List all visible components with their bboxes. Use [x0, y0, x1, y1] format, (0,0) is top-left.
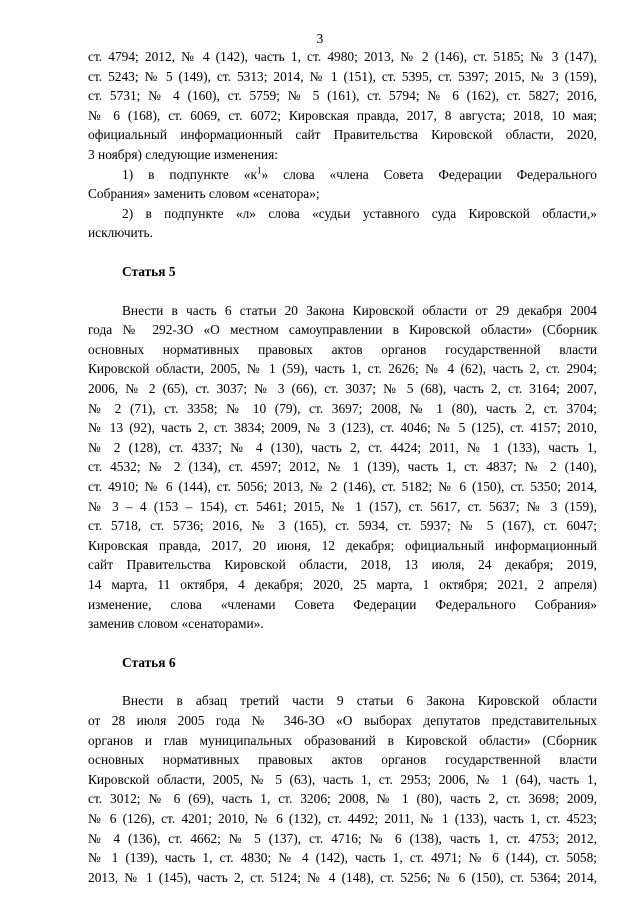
text-line: ст. 4910; № 6 (144), ст. 5056; 2013, № 2 (146), ст. 5182; № 6 (150), ст. 5350; 2014,: [88, 479, 597, 494]
text-line: ст. 5731; № 4 (160), ст. 5759; № 5 (161), ст. 5794; № 6 (162), ст. 5827; 2016,: [88, 88, 597, 104]
text-line: основных нормативных правовых актов органов государственной власти: [88, 341, 597, 357]
text-line: ст. 4532; № 2 (134), ст. 4597; 2012, № 1 (139), часть 1, ст. 4837; № 2 (140),: [88, 459, 597, 475]
text-line: года № 292-ЗО «О местном самоуправлении в Кировской области» (Сборник: [88, 322, 597, 338]
text-line: от 28 июля 2005 года № 346-ЗО «О выборах депутатов представительных: [88, 713, 597, 728]
text-line: официальный информационный сайт Правительства Кировской области, 2020,: [88, 127, 597, 143]
text-line: Кировской области, 2005, № 5 (63), часть 1, ст. 2953; 2006, № 1 (64), часть 1,: [88, 771, 597, 787]
text-line: Внести в часть 6 статьи 20 Закона Кировской области от 29 декабря 2004: [122, 302, 597, 318]
text-line: № 13 (92), часть 2, ст. 3834; 2009, № 3 (123), ст. 4046; № 5 (125), ст. 4157; 2010,: [88, 420, 597, 436]
list-item-2: 2) в подпункте «л» слова «судьи уставного суда Кировской области,»: [122, 205, 597, 221]
text-line: № 6 (126), ст. 4201; 2010, № 6 (132), ст. 4492; 2011, № 1 (133), часть 1, ст. 4523;: [88, 811, 597, 826]
list-item-1: [122, 166, 597, 184]
text-line: Кировская правда, 2017, 20 июня, 12 декабря; официальный информационный: [88, 537, 597, 553]
text-line: Внести в абзац третий части 9 статьи 6 Закона Кировской области: [122, 693, 597, 709]
text-line: 3 ноября) следующие изменения:: [88, 147, 278, 162]
article-6-heading: Статья 6: [122, 654, 176, 670]
text-line: ст. 3012; № 6 (69), часть 1, ст. 3206; 2008, № 1 (80), часть 2, ст. 3698; 2009,: [88, 791, 597, 807]
text-line: № 3 – 4 (153 – 154), ст. 5461; 2015, № 1 (157), ст. 5617, ст. 5637; № 3 (159),: [88, 498, 597, 514]
text-line: ст. 5718, ст. 5736; 2016, № 3 (165), ст. 5934, ст. 5937; № 5 (167), ст. 6047;: [88, 518, 597, 534]
text-line: № 1 (139), часть 1, ст. 4830; № 4 (142), часть 1, ст. 4971; № 6 (144), ст. 5058;: [88, 850, 597, 866]
text-line: Кировской области, 2005, № 1 (59), часть 1, ст. 2626; № 4 (62), часть 2, ст. 2904;: [88, 361, 597, 377]
text-line: исключить.: [88, 225, 153, 241]
text-line: ст. 5243; № 5 (149), ст. 5313; 2014, № 1 (151), ст. 5395, ст. 5397; 2015, № 3 (159),: [88, 68, 597, 84]
text-line: органов и глав муниципальных образований в Кировской области» (Сборник: [88, 732, 597, 748]
item1-prefix: 1) в подпункте «к: [122, 166, 258, 182]
text-line: сайт Правительства Кировской области, 2018, 13 июля, 24 декабря; 2019,: [88, 557, 597, 573]
text-line: Собрания» заменить словом «сенатора»;: [88, 186, 320, 202]
text-line: заменив словом «сенаторами».: [88, 616, 264, 632]
text-line: № 6 (168), ст. 6069, ст. 6072; Кировская правда, 2017, 8 августа; 2018, 10 мая;: [88, 107, 597, 123]
item1-superscript: 1: [257, 165, 262, 176]
text-line: основных нормативных правовых актов органов государственной власти: [88, 752, 597, 768]
item1-rest: » слова «члена Совета Федерации Федерального: [261, 166, 597, 182]
article-5-heading: Статья 5: [122, 264, 176, 279]
page-number: 3: [316, 31, 324, 46]
text-line: изменение, слова «членами Совета Федерации Федерального Собрания»: [88, 596, 597, 612]
text-line: № 2 (71), ст. 3358; № 10 (79), ст. 3697; 2008, № 1 (80), часть 2, ст. 3704;: [88, 400, 597, 416]
text-line: ст. 4794; 2012, № 4 (142), часть 1, ст. 4980; 2013, № 2 (146), ст. 5185; № 3 (147),: [88, 49, 597, 64]
text-line: 14 марта, 11 октября, 4 декабря; 2020, 25 марта, 1 октября; 2021, 2 апреля): [88, 577, 597, 592]
text-line: 2013, № 1 (145), часть 2, ст. 5124; № 4 (148), ст. 5256; № 6 (150), ст. 5364; 2014,: [88, 869, 597, 885]
text-line: № 4 (136), ст. 4662; № 5 (137), ст. 4716; № 6 (138), часть 1, ст. 4753; 2012,: [88, 830, 597, 846]
text-line: № 2 (128), ст. 4337; № 4 (130), часть 2, ст. 4424; 2011, № 1 (133), часть 1,: [88, 439, 597, 455]
text-line: 2006, № 2 (65), ст. 3037; № 3 (66), ст. 3037; № 5 (68), часть 2, ст. 3164; 2007,: [88, 381, 597, 396]
